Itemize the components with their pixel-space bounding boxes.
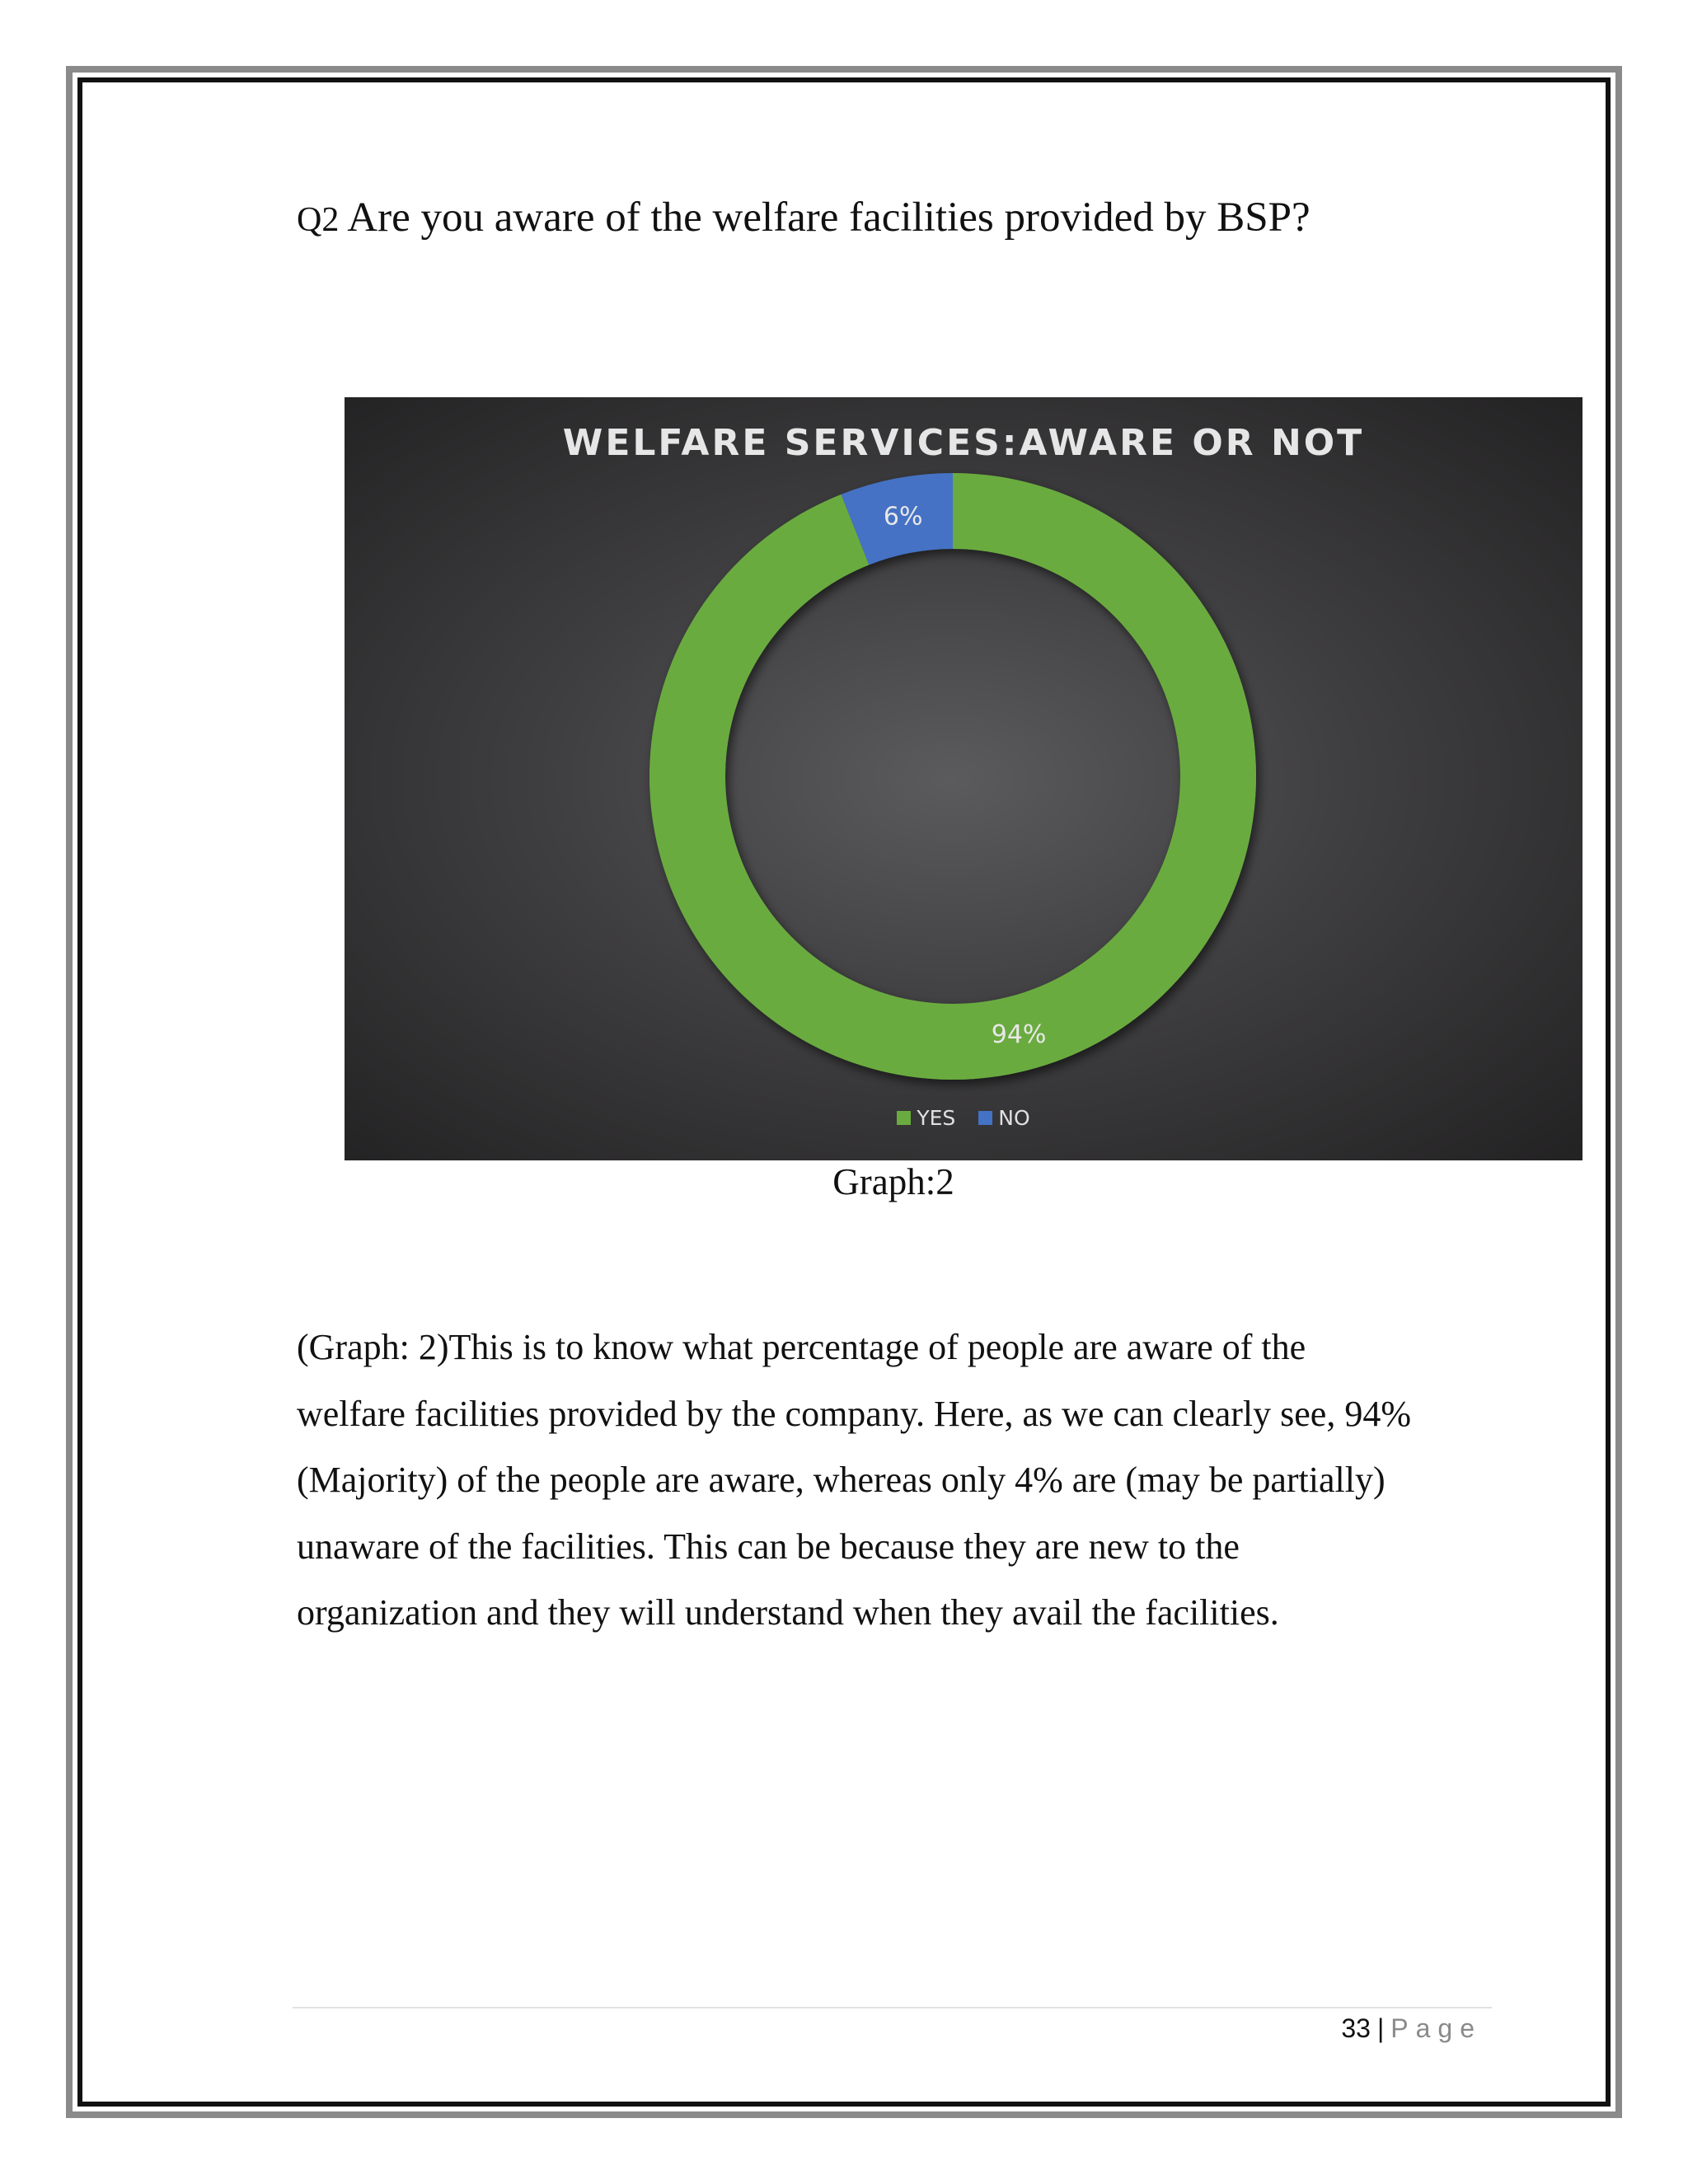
page-number: 33 [1341,2013,1371,2043]
footer-divider [293,2007,1492,2008]
doughnut-chart [345,397,1582,1160]
legend-label-yes: YES [917,1106,956,1130]
legend-item-no [978,1106,1029,1130]
paragraph-line: (Majority) of the people are aware, whereas only 4% are (may be partially) [297,1460,1386,1500]
question-heading [297,194,1533,241]
chart-canvas [345,397,1582,1160]
paragraph-line: unaware of the facilities. This can be because they are new to the [297,1526,1240,1567]
page-word: Page [1390,2013,1482,2043]
paragraph-line: organization and they will understand when they avail the facilities. [297,1592,1279,1633]
paragraph-line: (Graph: 2)This is to know what percentage of people are aware of the [297,1327,1306,1367]
slice-yes [649,473,1256,1080]
slice-label-yes: 94% [991,1019,1047,1049]
chart-legend [345,1106,1582,1130]
paragraph-line: welfare facilities provided by the company. Here, as we can clearly see, 94% [297,1393,1411,1434]
slice-label-no: 6% [883,502,923,532]
question-number: Q2 [297,201,340,239]
analysis-paragraph [297,1315,1517,1647]
question-text: Are you aware of the welfare facilities provided by BSP? [347,194,1311,241]
legend-item-yes [897,1106,955,1130]
legend-swatch-no [978,1111,992,1125]
page-number-footer [1341,2013,1482,2044]
page-separator: | [1376,2013,1385,2043]
legend-label-no: NO [998,1106,1030,1130]
legend-swatch-yes [897,1111,911,1125]
chart-title: WELFARE SERVICES:AWARE OR NOT [562,422,1365,464]
graph-caption: Graph:2 [832,1161,954,1202]
